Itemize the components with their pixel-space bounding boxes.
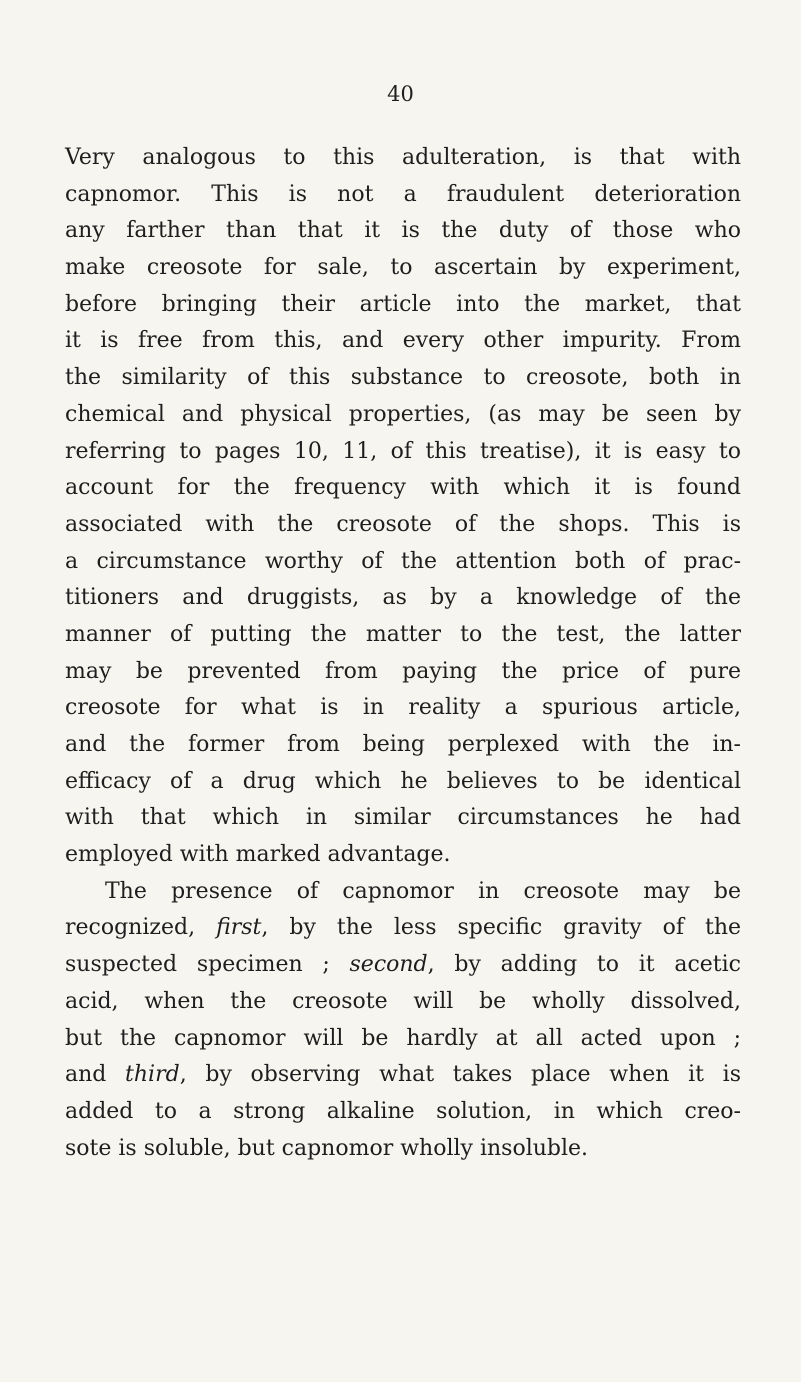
text-line: manner of putting the matter to the test, the latter	[65, 621, 741, 647]
text-line: added to a strong alkaline solution, in which creo-	[65, 1098, 741, 1124]
text-line: it is free from this, and every other impurity. From	[65, 328, 741, 354]
italic-word: third	[125, 1062, 180, 1088]
text-line: a circumstance worthy of the attention both of prac-	[65, 548, 741, 574]
text-line: recognized, first, by the less specific gravity of the	[65, 915, 742, 941]
text-line: efficacy of a drug which he believes to be identical	[65, 768, 741, 794]
text-line: any farther than that it is the duty of those who	[65, 218, 741, 244]
text-line: the similarity of this substance to creosote, both in	[65, 365, 741, 391]
italic-word: second	[349, 952, 428, 978]
page-number: 40	[387, 82, 414, 106]
text-line: creosote for what is in reality a spurious article,	[65, 695, 741, 721]
text-line: titioners and druggists, as by a knowledge of the	[65, 585, 741, 611]
text-line: make creosote for sale, to ascertain by experiment,	[65, 255, 741, 281]
text-line: capnomor. This is not a fraudulent deterioration	[65, 181, 741, 207]
text-line: and third, by observing what takes place when it is	[65, 1062, 741, 1088]
text-line: The presence of capnomor in creosote may be	[105, 878, 741, 904]
text-line: and the former from being perplexed with the in-	[65, 732, 741, 757]
italic-word: first	[216, 915, 262, 941]
text-line: chemical and physical properties, (as may be seen by	[65, 401, 741, 427]
text-line: but the capnomor will be hardly at all acted upon ;	[65, 1025, 741, 1051]
text-line: Very analogous to this adulteration, is that with	[65, 145, 741, 170]
text-line: associated with the creosote of the shops. This is	[65, 511, 741, 537]
body-text	[65, 140, 741, 1167]
text-line: may be prevented from paying the price of pure	[65, 658, 741, 684]
text-line: with that which in similar circumstances he had	[65, 805, 741, 831]
text-line: employed with marked advantage.	[65, 842, 451, 868]
text-line: sote is soluble, but capnomor wholly insoluble.	[65, 1135, 589, 1161]
text-line: suspected specimen ; second, by adding to it acetic	[65, 952, 741, 978]
text-line: acid, when the creosote will be wholly dissolved,	[65, 988, 741, 1014]
text-line: referring to pages 10, 11, of this treatise), it is easy to	[65, 438, 741, 464]
text-line: account for the frequency with which it is found	[65, 475, 741, 501]
text-line: before bringing their article into the market, that	[65, 291, 741, 317]
